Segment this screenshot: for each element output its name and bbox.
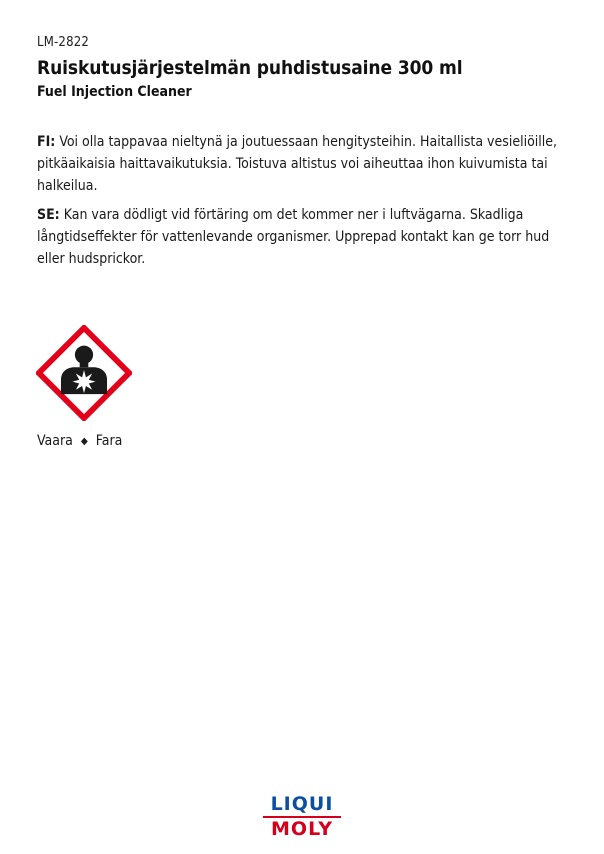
signal-separator: ◆ bbox=[80, 436, 88, 447]
logo-text-bottom: MOLY bbox=[263, 818, 341, 841]
statement-text: Kan vara dödligt vid förtäring om det kommer ner i luftvägarna. Skadliga långtidseffekter för vattenlevande organismer. Upprepad kontakt kan ge torr hud eller hudsprickor. bbox=[37, 207, 550, 267]
product-title: Ruiskutusjärjestelmän puhdistusaine 300 ml bbox=[37, 57, 463, 79]
language-code: FI: bbox=[37, 134, 56, 150]
language-code: SE: bbox=[37, 207, 60, 223]
logo-text-top: LIQUI bbox=[263, 793, 341, 818]
product-code: LM-2822 bbox=[37, 35, 89, 50]
product-subtitle: Fuel Injection Cleaner bbox=[37, 84, 192, 100]
hazard-statement-se bbox=[37, 204, 565, 270]
health-hazard-icon bbox=[36, 325, 132, 421]
liqui-moly-logo bbox=[263, 793, 341, 841]
signal-word-fi: Vaara bbox=[37, 433, 73, 449]
signal-word-se: Fara bbox=[95, 433, 123, 449]
signal-words bbox=[37, 433, 122, 449]
statement-text: Voi olla tappavaa nieltynä ja joutuessaan hengitysteihin. Haitallista vesieliöille, pitkäaikaisia haittavaikutuksia. Toistuva altistus voi aiheuttaa ihon kuivumista tai halkeilua. bbox=[37, 134, 558, 194]
hazard-statement-fi bbox=[37, 131, 565, 197]
